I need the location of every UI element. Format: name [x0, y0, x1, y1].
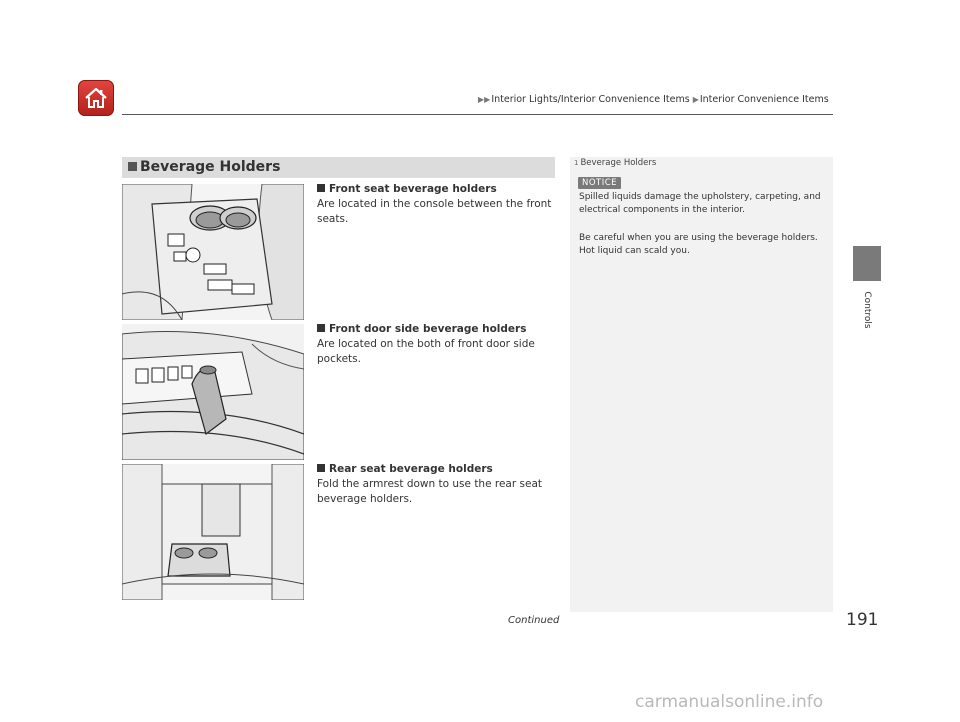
- item-bullet-icon: [317, 324, 325, 332]
- page-number: 191: [846, 610, 879, 630]
- home-icon: [83, 85, 109, 111]
- item-body: Are located on the both of front door side pockets.: [317, 338, 535, 365]
- item-heading: Rear seat beverage holders: [329, 463, 493, 475]
- item-heading: Front seat beverage holders: [329, 183, 497, 195]
- item-bullet-icon: [317, 184, 325, 192]
- chapter-tab-label[interactable]: Controls: [862, 291, 872, 329]
- item-front-seat-holders: [317, 182, 557, 227]
- item-body: Are located in the console between the front seats.: [317, 198, 552, 225]
- section-bullet-icon: [128, 162, 137, 171]
- item-heading: Front door side beverage holders: [329, 323, 527, 335]
- note-ref-number: 1: [574, 159, 579, 167]
- note-paragraph: Be careful when you are using the beverage holders. Hot liquid can scald you.: [579, 233, 818, 256]
- section-title-text: Beverage Holders: [140, 159, 281, 175]
- breadcrumb-item-page[interactable]: Interior Convenience Items: [699, 94, 829, 105]
- continued-label: Continued: [508, 615, 560, 626]
- item-body: Fold the armrest down to use the rear seat beverage holders.: [317, 478, 543, 505]
- section-title: [122, 157, 555, 178]
- front-door-cupholder-illustration: [122, 324, 304, 460]
- header-divider: [122, 114, 833, 115]
- note-title-text: Beverage Holders: [580, 158, 657, 168]
- front-seat-cupholder-illustration: [122, 184, 304, 320]
- note-panel: [570, 157, 833, 612]
- notice-badge: NOTICE: [578, 177, 621, 189]
- home-button[interactable]: [78, 80, 114, 116]
- item-front-door-holders: [317, 322, 557, 367]
- rear-seat-cupholder-illustration: [122, 464, 304, 600]
- note-title: [574, 158, 656, 168]
- breadcrumb-item-section[interactable]: Interior Lights/Interior Convenience Items: [491, 94, 690, 105]
- chapter-tab[interactable]: [853, 246, 881, 281]
- breadcrumb-arrow-icon: ▶: [692, 95, 699, 104]
- breadcrumb: [478, 94, 829, 105]
- breadcrumb-arrow-icon: ▶▶: [478, 95, 491, 104]
- watermark[interactable]: carmanualsonline.info: [635, 692, 824, 712]
- note-paragraph: Spilled liquids damage the upholstery, carpeting, and electrical components in the interior.: [579, 192, 821, 215]
- item-rear-seat-holders: [317, 462, 557, 507]
- item-bullet-icon: [317, 464, 325, 472]
